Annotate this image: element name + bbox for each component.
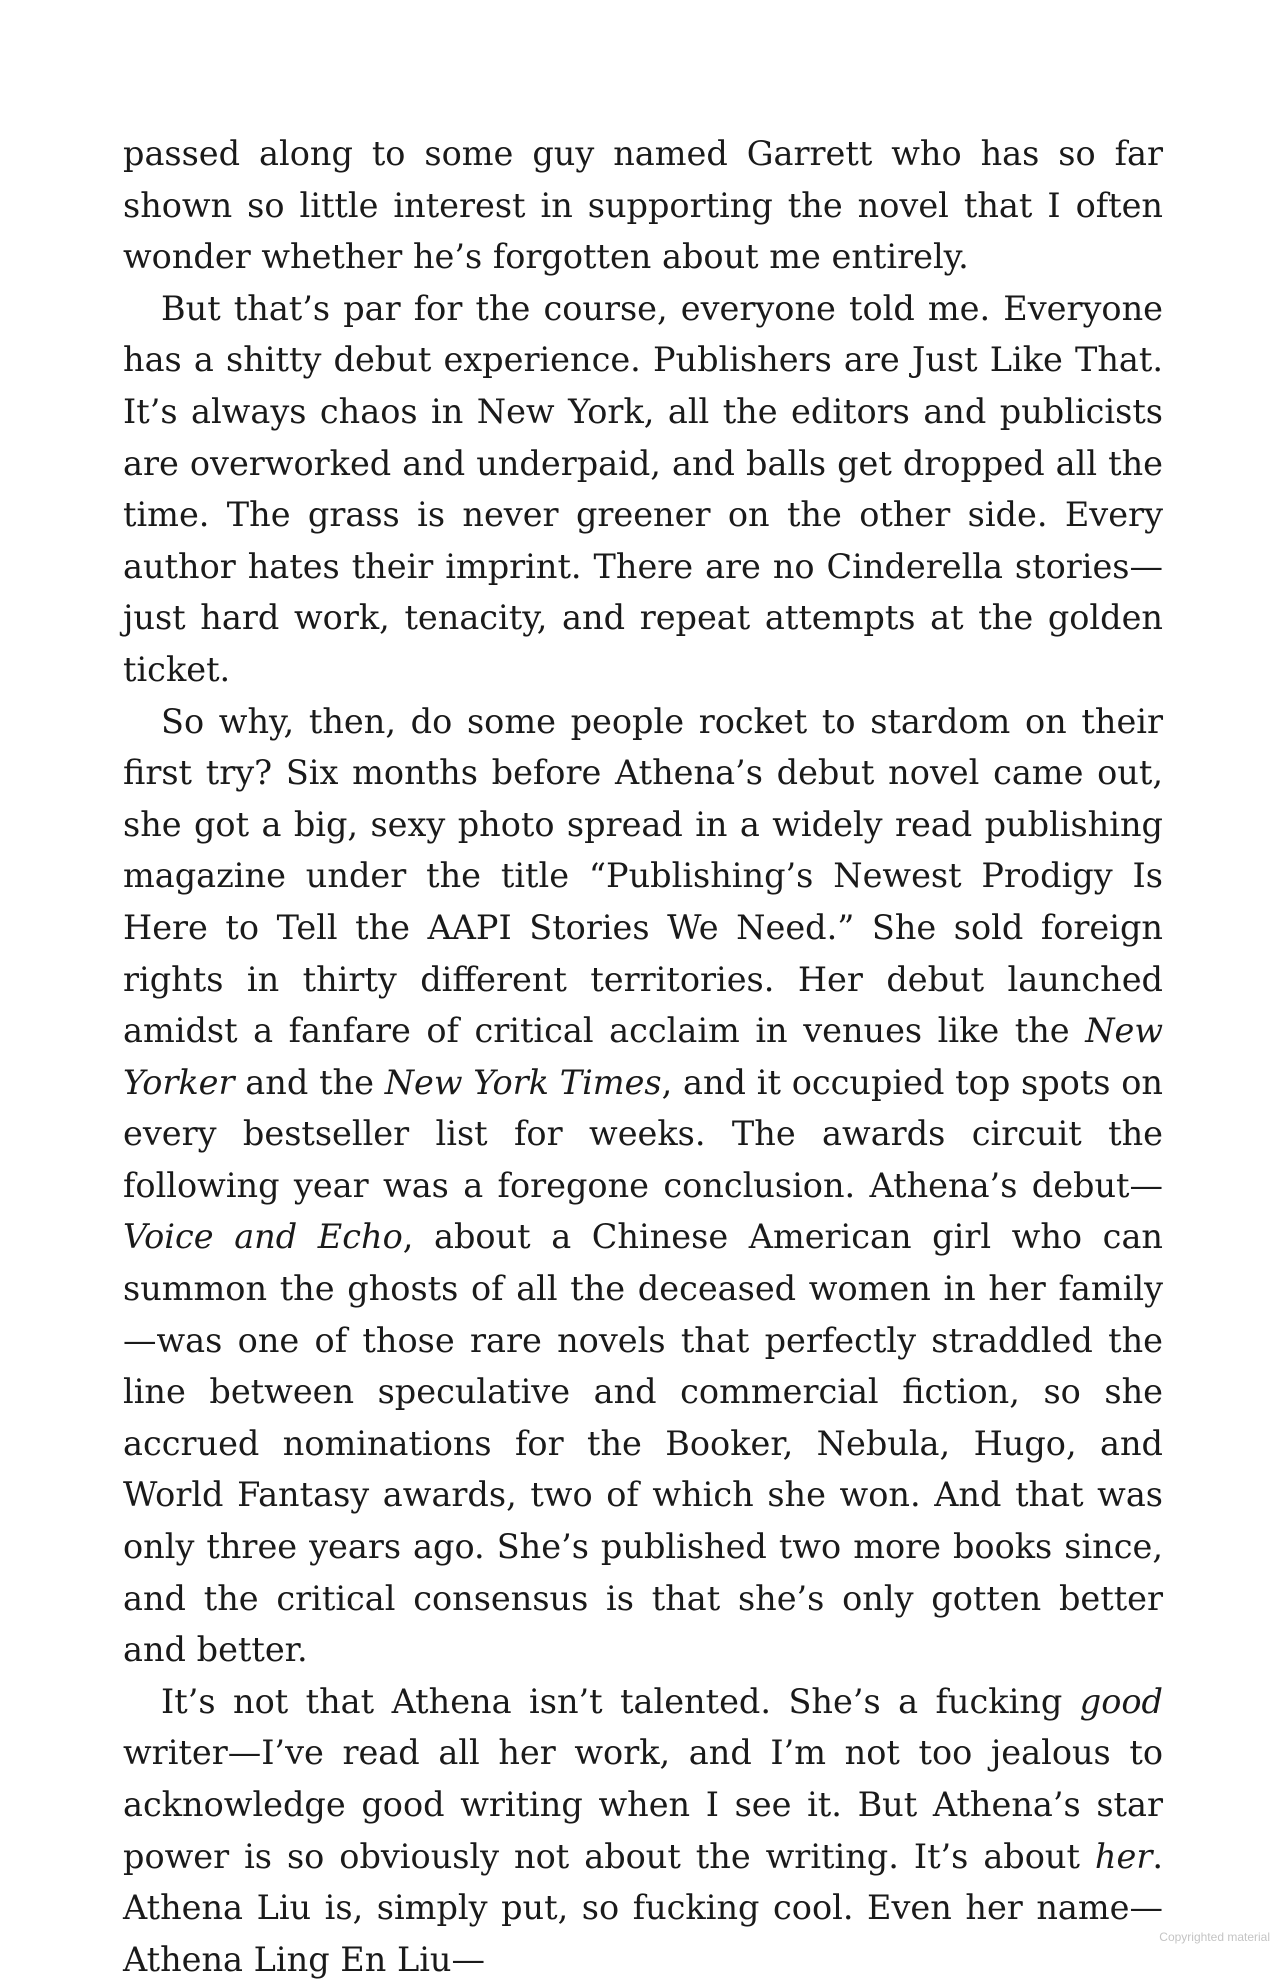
- emphasis-her: her: [1094, 1836, 1153, 1876]
- paragraph-3-text-b: and the: [234, 1062, 385, 1102]
- paragraph-4-text-c: . Athena Liu is, simply put, so fucking cool. Even her name—Athena Ling En Liu—: [123, 1836, 1163, 1979]
- paragraph-3-text-d: , about a Chinese American girl who can summon the ghosts of all the deceased women in her family—was one of those rare novels that perfectly straddled the line between speculative and commercial fiction, so she accrued nominations for the Booker, Nebula, Hugo, and World Fantasy awards, two of which she won. And that was only three years ago. She’s published two more books since, and the critical consensus is that she’s only gotten better and better.: [123, 1217, 1163, 1670]
- paragraph-2-text: But that’s par for the course, everyone told me. Everyone has a shitty debut experience. Publishers are Just Like That. It’s always chaos in New York, all the editors and publicists are overworked and underpaid, and balls get dropped all the time. The grass is never greener on the other side. Every author hates their imprint. There are no Cinderella stories—just hard work, tenacity, and repeat attempts at the golden ticket.: [123, 288, 1163, 689]
- title-new-york-times: New York Times: [384, 1062, 662, 1102]
- title-voice-and-echo: Voice and Echo: [123, 1217, 403, 1257]
- paragraph-1-text: passed along to some guy named Garrett who has so far shown so little interest in supporting the novel that I often wonder whether he’s forgotten about me entirely.: [123, 134, 1163, 277]
- paragraph-4-text-a: It’s not that Athena isn’t talented. She’s a fucking: [161, 1681, 1080, 1721]
- copyright-watermark: Copyrighted material: [1159, 1930, 1270, 1944]
- paragraph-3: [123, 696, 1163, 1676]
- paragraph-2: [123, 283, 1163, 696]
- emphasis-good: good: [1079, 1681, 1163, 1721]
- paragraph-1: [123, 128, 1163, 283]
- paragraph-3-text-c: , and it occupied top spots on every bestseller list for weeks. The awards circuit the following year was a foregone conclusion. Athena’s debut—: [123, 1062, 1164, 1205]
- paragraph-3-text-a: So why, then, do some people rocket to stardom on their first try? Six months before Athena’s debut novel came out, she got a big, sexy photo spread in a widely read publishing magazine under the title “Publishing’s Newest Prodigy Is Here to Tell the AAPI Stories We Need.” She sold foreign rights in thirty different territories. Her debut launched amidst a fanfare of critical acclaim in venues like the: [123, 701, 1163, 1051]
- paragraph-4: [123, 1676, 1163, 1985]
- book-page-body: [123, 128, 1163, 1985]
- paragraph-4-text-b: writer—I’ve read all her work, and I’m not too jealous to acknowledge good writing when I see it. But Athena’s star power is so obviously not about the writing. It’s about: [123, 1733, 1163, 1876]
- title-new-yorker: New Yorker: [123, 1011, 1163, 1102]
